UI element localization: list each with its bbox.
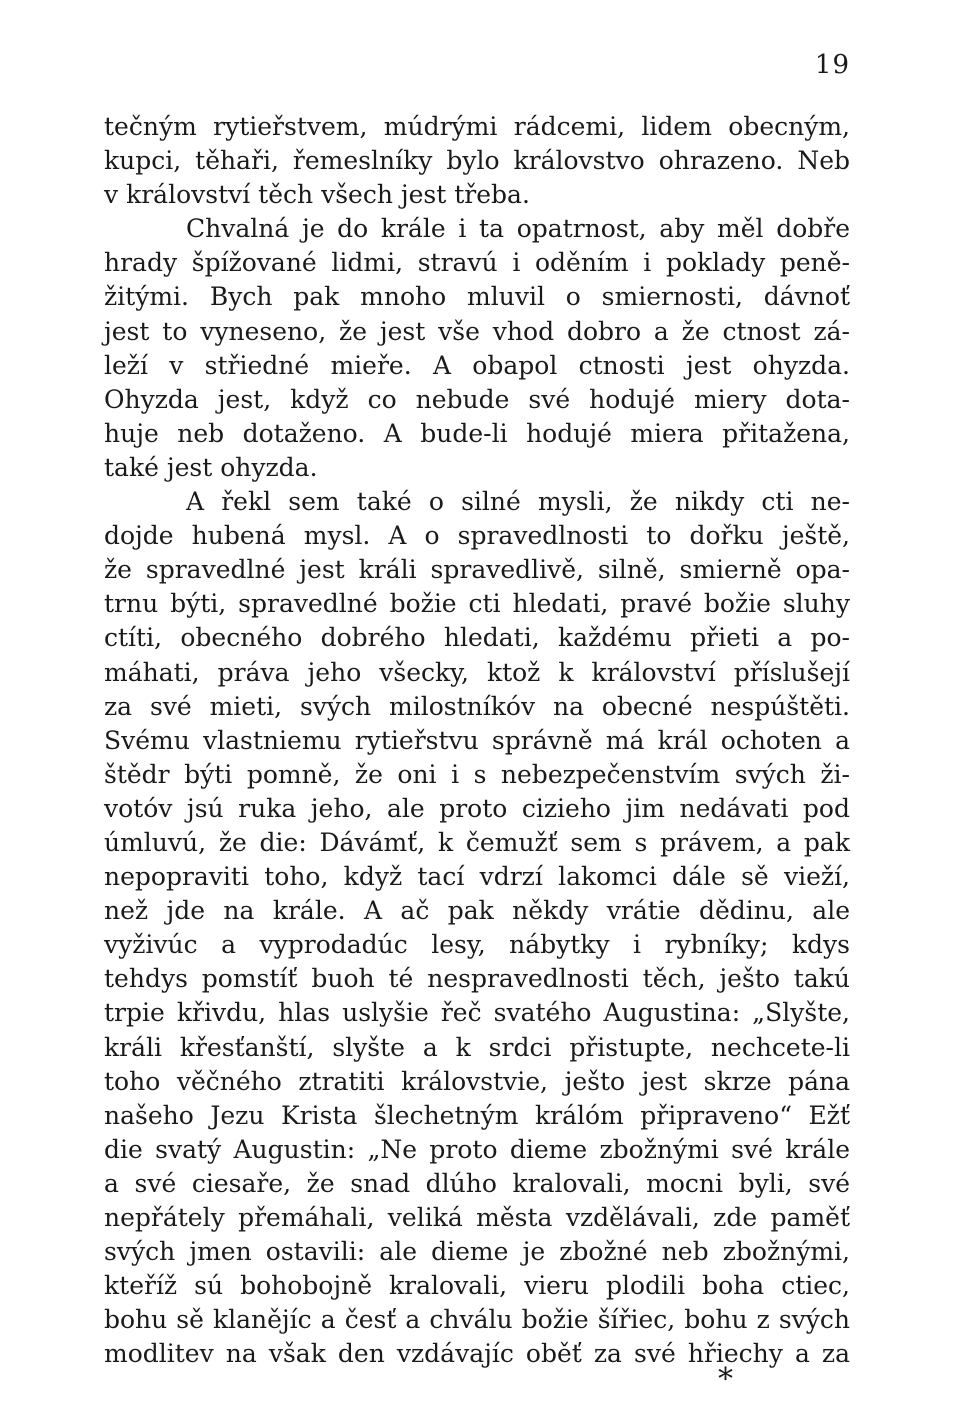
text-line: kteříž sú bohobojně kralovali, vieru plodili boha ctiec, bbox=[104, 1271, 850, 1301]
text-line: huje neb dotaženo. A bude-li hodujé miera přitažena, bbox=[104, 418, 850, 448]
page-number: 19 bbox=[814, 50, 850, 80]
text-line: vyživúc a vyprodadúc lesy, nábytky i rybníky; kdys bbox=[104, 930, 850, 960]
text-line: jest to vyneseno, že jest vše vhod dobro a že ctnost zá- bbox=[104, 316, 850, 346]
text-line: modlitev na však den vzdávajíc oběť za své hřiechy a za bbox=[104, 1339, 850, 1369]
text-line: našeho Jezu Krista šlechetným králóm připraveno“ Ežť bbox=[104, 1100, 850, 1130]
text-line: také jest ohyzda. bbox=[104, 452, 318, 482]
text-line: žitými. Bych pak mnoho mluvil o smiernosti, dávnoť bbox=[104, 282, 850, 312]
text-line: dojde hubená mysl. A o spravedlnosti to dořku ještě, bbox=[104, 521, 850, 551]
body-text bbox=[104, 110, 850, 1371]
text-line: die svatý Augustin: „Ne proto dieme zbožnými své krále bbox=[104, 1134, 850, 1164]
text-line: Chvalná je do krále i ta opatrnost, aby měl dobře bbox=[186, 214, 850, 244]
text-line: že spravedlné jest králi spravedlivě, silně, smierně opa- bbox=[104, 555, 850, 585]
text-line: kupci, těhaři, řemeslníky bylo královstvo ohrazeno. Neb bbox=[104, 146, 850, 176]
text-line: leží v střiedné mieře. A obapol ctnosti jest ohyzda. bbox=[104, 350, 850, 380]
text-line: za své mieti, svých milostníkóv na obecné nespúštěti. bbox=[104, 691, 850, 721]
text-line: nepopraviti toho, když tací vdrzí lakomci dále sě vieží, bbox=[104, 862, 850, 892]
text-line: ctíti, obecného dobrého hledati, každému přieti a po- bbox=[104, 623, 850, 653]
text-line: trpie křivdu, hlas uslyšie řeč svatého Augustina: „Slyšte, bbox=[104, 998, 850, 1028]
text-line: tečným rytieřstvem, múdrými rádcemi, lidem obecným, bbox=[104, 112, 850, 141]
text-line: králi křesťanští, slyšte a k srdci přistupte, nechcete-li bbox=[104, 1032, 850, 1062]
text-line: svých jmen ostavili: ale dieme je zbožné neb zbožnými, bbox=[104, 1237, 850, 1267]
text-line: trnu býti, spravedlné božie cti hledati, pravé božie sluhy bbox=[104, 589, 850, 619]
text-line: A řekl sem také o silné mysli, že nikdy cti ne- bbox=[186, 487, 850, 517]
text-line: Ohyzda jest, když co nebude své hodujé miery dota- bbox=[104, 384, 850, 414]
text-line: štědr býti pomně, že oni i s nebezpečenstvím svých ži- bbox=[104, 759, 850, 789]
text-line: votóv jsú ruka jeho, ale proto cizieho jim nedávati pod bbox=[104, 793, 850, 823]
text-line: máhati, práva jeho všecky, ktož k království příslušejí bbox=[104, 657, 850, 687]
text-line: v království těch všech jest třeba. bbox=[104, 180, 530, 210]
text-line: bohu sě klanějíc a česť a chválu božie šířiec, bohu z svých bbox=[104, 1305, 850, 1335]
signature-mark: * bbox=[718, 1362, 733, 1397]
text-line: toho věčného ztratiti královstvie, ješto jest skrze pána bbox=[104, 1066, 850, 1096]
text-line: Svému vlastniemu rytieřstvu správně má král ochoten a bbox=[104, 725, 850, 755]
text-line: hrady špížované lidmi, stravú i oděním i poklady peně- bbox=[104, 248, 850, 278]
text-line: úmluvú, že die: Dávámť, k čemužť sem s právem, a pak bbox=[104, 827, 850, 857]
text-line: nepřátely přemáhali, veliká města vzdělávali, zde paměť bbox=[104, 1203, 850, 1232]
text-line: a své ciesaře, že snad dlúho kralovali, mocni byli, své bbox=[104, 1168, 850, 1198]
text-line: než jde na krále. A ač pak někdy vrátie dědinu, ale bbox=[104, 896, 850, 926]
text-line: tehdys pomstíť buoh té nespravedlnosti těch, ješto takú bbox=[104, 964, 850, 994]
